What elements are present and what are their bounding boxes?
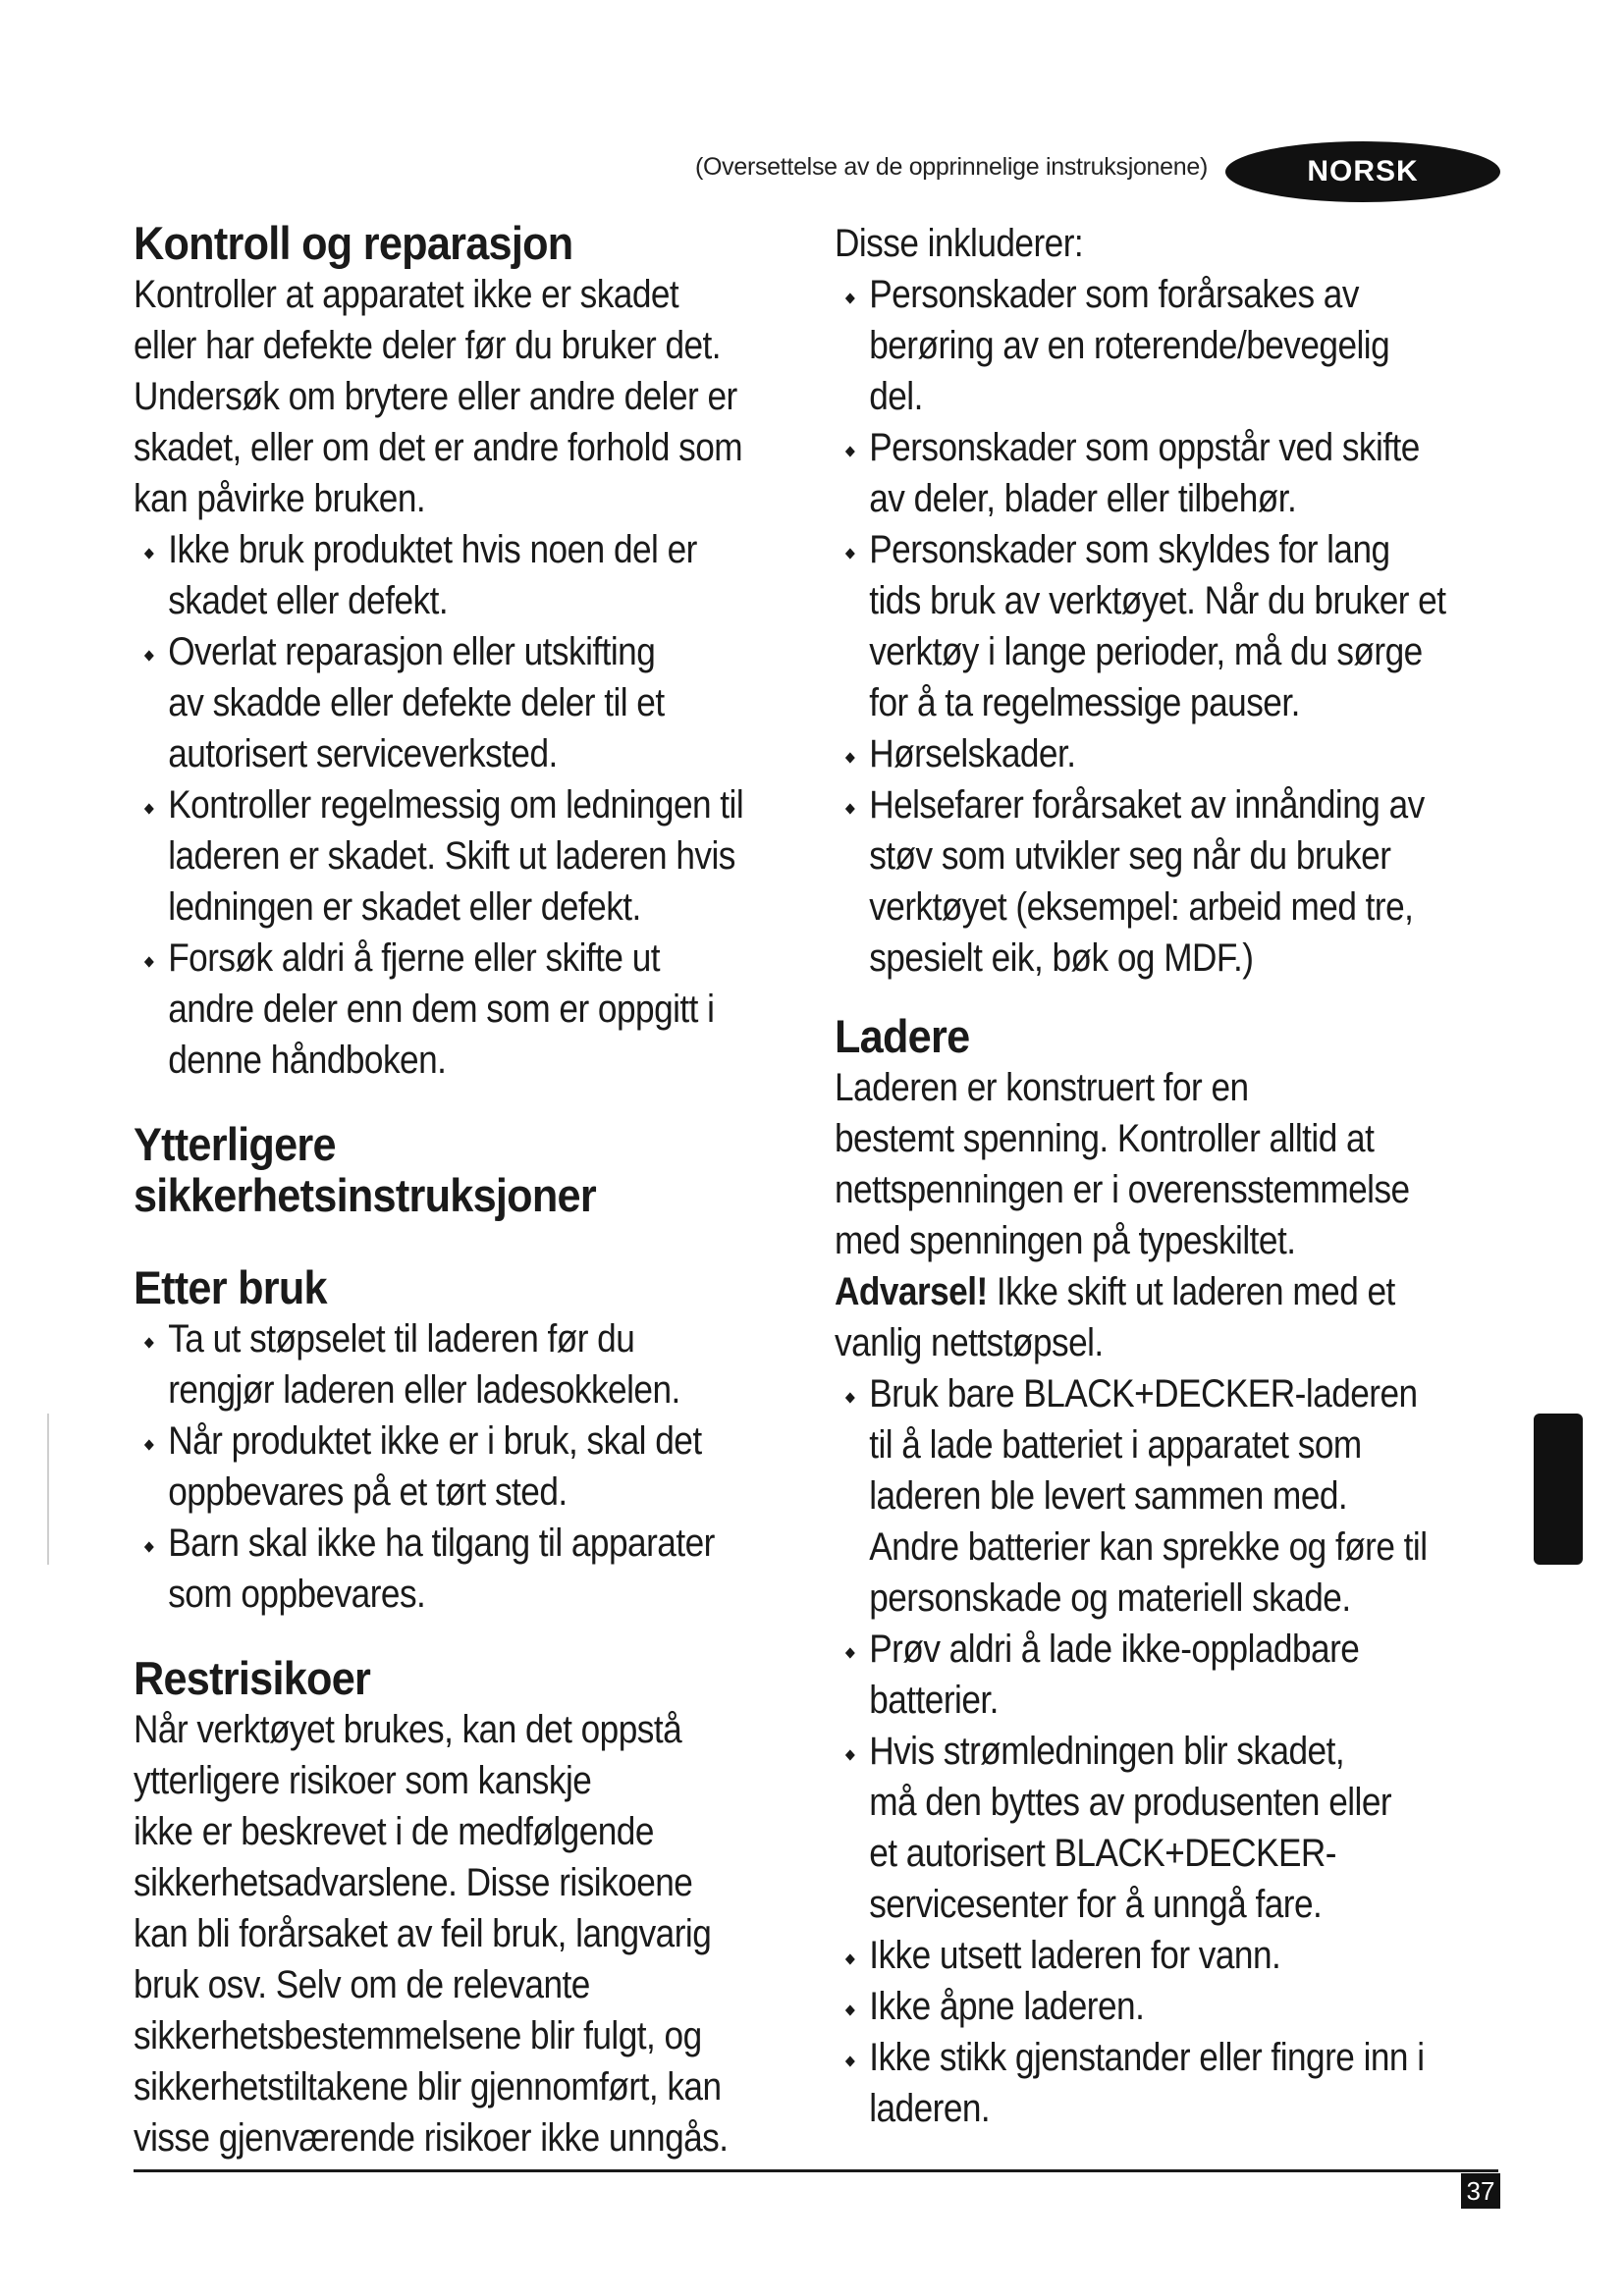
heading-etter-bruk: Etter bruk — [134, 1261, 327, 1313]
ladere-bullets — [835, 1368, 1508, 2134]
text-line: oppbevares på et tørt sted. — [168, 1470, 568, 1514]
list-item — [134, 524, 807, 626]
warning-text: Ikke skift ut laderen med et — [987, 1270, 1395, 1313]
text-line: Når verktøyet brukes, kan det oppstå — [134, 1708, 682, 1751]
list-item — [134, 626, 807, 779]
text-line: batterier. — [869, 1679, 999, 1722]
text-line: kan bli forårsaket av feil bruk, langvarig — [134, 1912, 712, 1955]
bullet-icon — [845, 1392, 855, 1403]
warning-line — [835, 1266, 1508, 1317]
text-line: Ikke bruk produktet hvis noen del er — [168, 528, 697, 571]
list-item — [835, 269, 1508, 422]
side-tab-marker — [1534, 1414, 1583, 1565]
list-item — [835, 1930, 1508, 1981]
text-line: verktøyet (eksempel: arbeid med tre, — [869, 885, 1414, 929]
bullet-icon — [144, 650, 154, 661]
text-line: til å lade batteriet i apparatet som — [869, 1423, 1362, 1467]
kontroll-bullets — [134, 524, 807, 1086]
text-line: Personskader som skyldes for lang — [869, 528, 1390, 571]
text-line: med spenningen på typeskiltet. — [835, 1219, 1296, 1262]
text-line: ytterligere risikoer som kanskje — [134, 1759, 592, 1802]
text-line: Ikke utsett laderen for vann. — [869, 1934, 1281, 1977]
bullet-icon — [845, 446, 855, 456]
text-line: eller har defekte deler før du bruker det. — [134, 324, 722, 367]
heading-restrisikoer: Restrisikoer — [134, 1652, 371, 1704]
text-line: laderen. — [869, 2087, 991, 2130]
text-line: sikkerhetstiltakene blir gjennomført, kan — [134, 2065, 722, 2109]
text-line: Laderen er konstruert for en — [835, 1066, 1249, 1109]
text-line: rengjør laderen eller ladesokkelen. — [168, 1368, 680, 1412]
text-line: skadet, eller om det er andre forhold som — [134, 426, 743, 469]
bullet-icon — [845, 548, 855, 559]
text-line: støv som utvikler seg når du bruker — [869, 834, 1391, 878]
heading-ladere: Ladere — [835, 1010, 970, 1062]
text-line: bestemt spenning. Kontroller alltid at — [835, 1117, 1375, 1160]
text-line: spesielt eik, bøk og MDF.) — [869, 936, 1254, 980]
text-line: Ikke åpne laderen. — [869, 1985, 1145, 2028]
text-line: Prøv aldri å lade ikke-oppladbare — [869, 1628, 1360, 1671]
margin-line — [47, 1414, 49, 1565]
text-line: Hørselskader. — [869, 732, 1076, 775]
text-line: Undersøk om brytere eller andre deler er — [134, 375, 737, 418]
list-item — [835, 1726, 1508, 1930]
text-line: verktøy i lange perioder, må du sørge — [869, 630, 1423, 673]
text-line: Forsøk aldri å fjerne eller skifte ut — [168, 936, 661, 980]
list-item — [835, 2032, 1508, 2134]
list-item — [835, 1368, 1508, 1624]
bullet-icon — [144, 548, 154, 559]
risks-list-section — [835, 218, 1508, 984]
text-line: Når produktet ikke er i bruk, skal det — [168, 1419, 702, 1463]
bullet-icon — [845, 1953, 855, 1964]
ladere-section — [835, 1062, 1508, 2134]
text-line: sikkerhetsbestemmelsene blir fulgt, og — [134, 2014, 702, 2057]
etter-bruk-bullets — [134, 1313, 807, 1620]
footer-rule — [134, 2169, 1498, 2172]
text-line: av skadde eller defekte deler til et — [168, 681, 665, 724]
restrisikoer-text — [134, 1704, 807, 2163]
text-line: som oppbevares. — [168, 1573, 426, 1616]
text-line: laderen er skadet. Skift ut laderen hvis — [168, 834, 735, 878]
text-line: vanlig nettstøpsel. — [835, 1321, 1104, 1364]
etter-bruk-section — [134, 1313, 807, 1620]
risks-bullets — [835, 269, 1508, 984]
text-line: nettspenningen er i overensstemmelse — [835, 1168, 1410, 1211]
text-line: må den byttes av produsenten eller — [869, 1781, 1392, 1824]
bullet-icon — [845, 1647, 855, 1658]
text-line: autorisert serviceverksted. — [168, 732, 558, 775]
page-number: 37 — [1461, 2173, 1500, 2209]
bullet-icon — [144, 956, 154, 967]
text-line: ledningen er skadet eller defekt. — [168, 885, 641, 929]
list-item — [134, 1518, 807, 1620]
bullet-icon — [144, 1541, 154, 1552]
kontroll-intro — [134, 269, 807, 1086]
text-line: berøring av en roterende/bevegelig — [869, 324, 1390, 367]
translation-note: (Oversettelse av de opprinnelige instruksjonene) — [694, 153, 1208, 181]
text-line: ikke er beskrevet i de medfølgende — [134, 1810, 654, 1853]
text-line: bruk osv. Selv om de relevante — [134, 1963, 590, 2006]
list-item — [835, 1981, 1508, 2032]
text-line: Personskader som oppstår ved skifte — [869, 426, 1420, 469]
text-line: del. — [869, 375, 923, 418]
text-line: av deler, blader eller tilbehør. — [869, 477, 1297, 520]
text-line: denne håndboken. — [168, 1039, 447, 1082]
text-line: visse gjenværende risikoer ikke unngås. — [134, 2116, 729, 2160]
heading-kontroll: Kontroll og reparasjon — [134, 217, 573, 269]
language-badge: NORSK — [1225, 141, 1500, 202]
text-line: et autorisert BLACK+DECKER- — [869, 1832, 1337, 1875]
text-line: Kontroller regelmessig om ledningen til — [168, 783, 744, 827]
left-column — [134, 218, 811, 2163]
text-line: kan påvirke bruken. — [134, 477, 426, 520]
bullet-icon — [144, 803, 154, 814]
text-line: Personskader som forårsakes av — [869, 273, 1359, 316]
text-line: Bruk bare BLACK+DECKER-laderen — [869, 1372, 1418, 1415]
list-item — [835, 422, 1508, 524]
text-line: Disse inkluderer: — [835, 222, 1084, 265]
text-line: Kontroller at apparatet ikke er skadet — [134, 273, 679, 316]
bullet-icon — [845, 2004, 855, 2015]
list-item — [835, 524, 1508, 728]
bullet-icon — [845, 803, 855, 814]
text-line: servicesenter for å unngå fare. — [869, 1883, 1323, 1926]
list-item — [835, 1624, 1508, 1726]
bullet-icon — [845, 1749, 855, 1760]
warning-label: Advarsel! — [835, 1270, 988, 1313]
bullet-icon — [144, 1439, 154, 1450]
text-line: andre deler enn dem som er oppgitt i — [168, 988, 715, 1031]
text-line: Helsefarer forårsaket av innånding av — [869, 783, 1425, 827]
list-item — [134, 933, 807, 1086]
text-line: tids bruk av verktøyet. Når du bruker et — [869, 579, 1446, 622]
right-column — [835, 218, 1512, 2134]
text-line: Hvis strømledningen blir skadet, — [869, 1730, 1345, 1773]
list-item — [835, 779, 1508, 984]
list-item — [134, 1313, 807, 1415]
text-line: Overlat reparasjon eller utskifting — [168, 630, 656, 673]
bullet-icon — [845, 2056, 855, 2066]
heading-ytterligere — [134, 1119, 757, 1221]
list-item — [835, 728, 1508, 779]
text-line: for å ta regelmessige pauser. — [869, 681, 1300, 724]
text-line: skadet eller defekt. — [168, 579, 449, 622]
heading-line: Ytterligere — [134, 1118, 336, 1170]
bullet-icon — [144, 1337, 154, 1348]
text-line: Ta ut støpselet til laderen før du — [168, 1317, 635, 1361]
heading-line: sikkerhetsinstruksjoner — [134, 1169, 596, 1221]
bullet-icon — [845, 293, 855, 303]
bullet-icon — [845, 752, 855, 763]
text-line: Ikke stikk gjenstander eller fingre inn i — [869, 2036, 1425, 2079]
text-line: Barn skal ikke ha tilgang til apparater — [168, 1522, 715, 1565]
list-item — [134, 1415, 807, 1518]
text-line: laderen ble levert sammen med. — [869, 1474, 1348, 1518]
text-line: sikkerhetsadvarslene. Disse risikoene — [134, 1861, 693, 1904]
list-item — [134, 779, 807, 933]
text-line: Andre batterier kan sprekke og føre til — [869, 1525, 1428, 1569]
text-line: personskade og materiell skade. — [869, 1576, 1351, 1620]
